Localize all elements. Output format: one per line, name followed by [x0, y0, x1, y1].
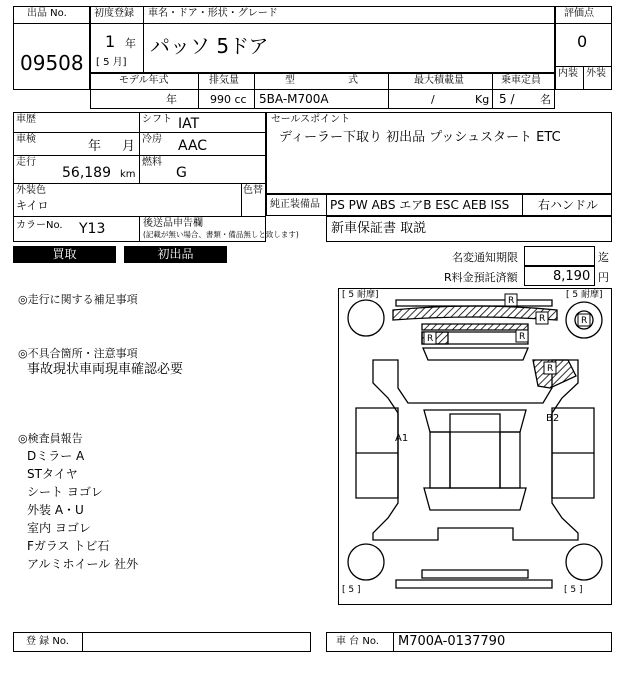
address-change-unit: 迄 — [598, 251, 609, 264]
mark-r-fender: R — [547, 364, 554, 374]
lot-number: 09508 — [20, 51, 84, 75]
spec-max-load-header: 最大積載量 — [414, 75, 464, 86]
inspector-report-label: ◎検査員報告 — [18, 432, 83, 445]
car-name-label: 車名・ドア・形状・グレード — [148, 8, 278, 19]
inspector-line: STタイヤ — [27, 467, 78, 481]
grade-exterior-label: 外装 — [586, 68, 606, 79]
registration-no-label: 登 録 No. — [26, 636, 69, 647]
spec-model-year-header: モデル年式 — [119, 75, 169, 86]
tire-rear-left — [348, 544, 384, 580]
spec-max-load-unit: Kg — [475, 93, 490, 106]
tire-front-left — [348, 300, 384, 336]
inspection-month-unit: 月 — [122, 139, 136, 154]
mark-b2: B2 — [546, 413, 560, 424]
spec-capacity-header: 乗車定員 — [501, 75, 541, 86]
color-no-value: Y13 — [79, 221, 106, 237]
aftermarket-value: 新車保証書 取説 — [331, 221, 427, 236]
tire-label-front-left: [ 5 耐摩] — [342, 290, 379, 300]
aftermarket-label: 後送品申告欄 — [143, 218, 203, 229]
sales-point-value: ディーラー下取り 初出品 プッシュスタート ETC — [279, 130, 561, 145]
registration-year-unit: 年 — [125, 37, 136, 50]
inspector-line: Dミラー A — [27, 449, 85, 463]
chassis-no-value: M700A-0137790 — [398, 634, 506, 649]
recycle-value: 8,190 — [553, 269, 591, 284]
aircon-value: AAC — [178, 138, 208, 154]
car-diagram — [338, 288, 612, 605]
mileage-value: 56,189 — [62, 165, 111, 181]
inspector-line: アルミホイール 社外 — [27, 557, 139, 571]
fuel-value: G — [176, 165, 187, 181]
mark-r-grille: R — [519, 332, 526, 342]
fuel-label: 燃料 — [142, 157, 162, 168]
inspector-line: 外装 A・U — [27, 503, 84, 517]
mark-r-bumper-top: R — [508, 296, 515, 306]
mark-r-front-left: R — [427, 334, 434, 344]
exterior-color-value: キイロ — [16, 199, 49, 212]
aftermarket-note: (記載が無い場合、書類・備品無しと致します) — [143, 230, 299, 239]
registration-month: [ 5 月] — [96, 57, 127, 68]
inspector-line: 室内 ヨゴレ — [27, 521, 91, 535]
shift-value: IAT — [178, 116, 200, 132]
registration-label: 初度登録 — [94, 8, 134, 19]
inspector-line: シート ヨゴレ — [27, 485, 103, 499]
mark-r-tire: R — [581, 316, 588, 326]
inspection-label: 車検 — [16, 134, 36, 145]
aircon-label: 冷房 — [142, 134, 162, 145]
spec-displacement-value: 990 cc — [210, 93, 247, 106]
recycle-unit: 円 — [598, 271, 609, 284]
tire-label-rear-right: [ 5 ] — [564, 585, 583, 595]
inspection-year-unit: 年 — [88, 139, 102, 154]
history-label: 車歴 — [16, 114, 36, 125]
spec-capacity-unit: 名 — [540, 93, 551, 106]
grade-label: 評価点 — [564, 8, 594, 19]
spec-displacement-header: 排気量 — [209, 75, 239, 86]
spec-type2-header: 式 — [348, 75, 358, 86]
sales-point-label: セールスポイント — [271, 114, 351, 125]
tire-label-front-right: [ 5 耐摩] — [566, 290, 603, 300]
first-listing-tag: 初出品 — [124, 246, 227, 263]
recolor-label: 色替 — [243, 185, 263, 196]
mark-r-bumper-front: R — [539, 314, 546, 324]
mileage-unit: km — [120, 169, 136, 180]
chassis-no-label: 車 台 No. — [336, 636, 379, 647]
inspector-report-lines — [27, 447, 138, 573]
driving-notes-label: ◎走行に関する補足事項 — [18, 293, 138, 306]
inspector-line: Fガラス トビ石 — [27, 539, 110, 553]
spec-type-value: 5BA-M700A — [259, 92, 329, 106]
tire-label-rear-left: [ 5 ] — [342, 585, 361, 595]
shift-label: シフト — [142, 114, 172, 125]
equipment-label: 純正装備品 — [270, 199, 320, 210]
grade-value: 0 — [577, 32, 588, 51]
tire-rear-right — [566, 544, 602, 580]
equipment-value: PS PW ABS エアB ESC AEB ISS — [330, 198, 510, 212]
spec-model-year-unit: 年 — [166, 93, 177, 106]
car-name-value: パッソ 5ドア — [150, 34, 269, 58]
registration-year: 1 — [105, 32, 116, 51]
color-no-label: カラーNo. — [16, 220, 63, 231]
defect-notes-value: 事故現状車両現車確認必要 — [27, 362, 184, 377]
defect-notes-label: ◎不具合箇所・注意事項 — [18, 347, 138, 360]
buy-tag: 買取 — [13, 246, 116, 263]
address-change-box — [524, 246, 595, 266]
recycle-label: R料金預託済額 — [444, 271, 518, 284]
spec-type-header: 型 — [285, 75, 295, 86]
handle-value: 右ハンドル — [538, 198, 599, 212]
spec-max-load-slash: / — [431, 93, 435, 106]
grade-interior-label: 内装 — [558, 68, 578, 79]
mark-a1: A1 — [395, 433, 409, 444]
spec-capacity-value: 5 / — [499, 92, 515, 106]
exterior-color-label: 外装色 — [16, 185, 46, 196]
address-change-label: 名変通知期限 — [452, 251, 518, 264]
lot-label: 出品 No. — [27, 8, 67, 19]
mileage-label: 走行 — [16, 157, 36, 168]
